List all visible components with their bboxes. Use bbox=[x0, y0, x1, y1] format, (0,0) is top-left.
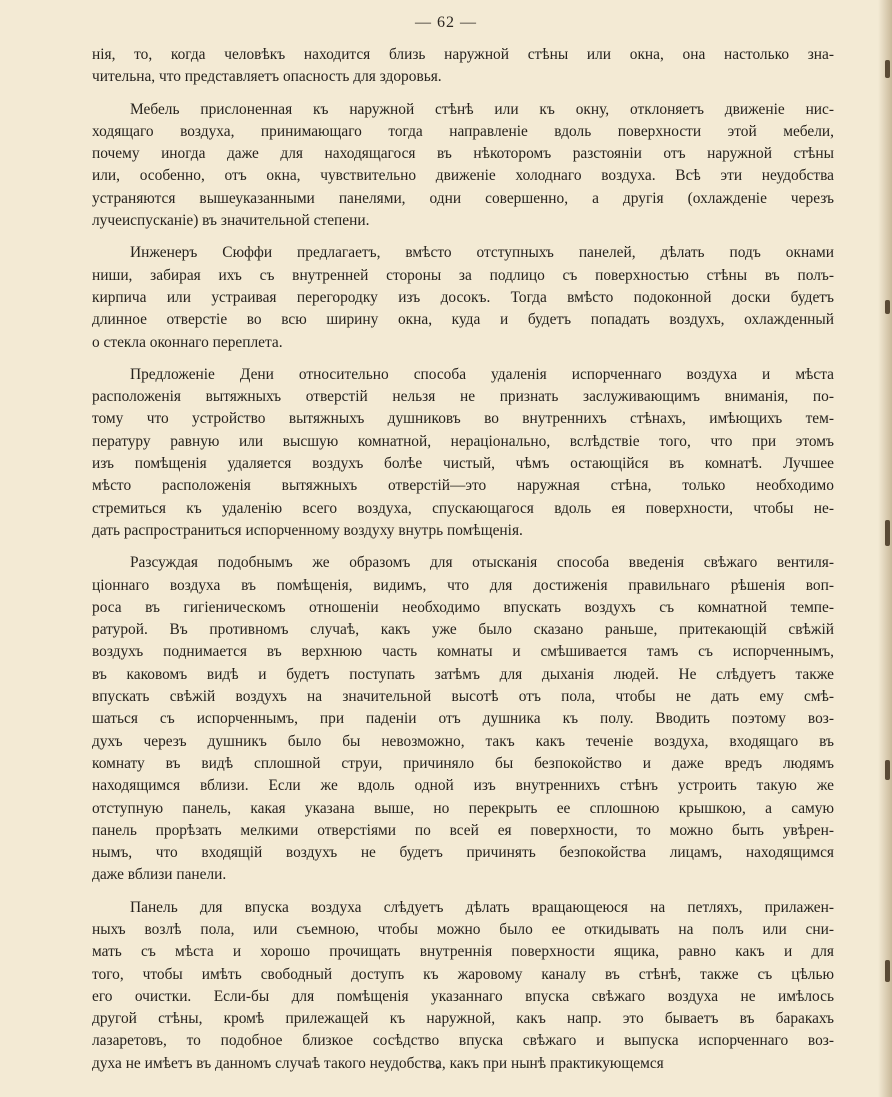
text-line: ціоннаго воздуха въ помѣщенія, видимъ, что для достиженія правильнаго рѣшенія воп- bbox=[92, 576, 834, 594]
body-text bbox=[92, 44, 834, 1075]
text-line: панель прорѣзать мелкими отверстіями по всей ея поверхности, то можно быть увѣрен- bbox=[92, 821, 834, 839]
text-line: или, особенно, отъ окна, чувствительно движеніе холоднаго воздуха. Всѣ эти неудобства bbox=[92, 167, 834, 185]
text-line: ниши, забирая ихъ съ внутренней стороны за подлицо съ поверхностью стѣны въ полъ- bbox=[92, 266, 834, 284]
text-line: мать съ мѣста и хорошо прочищать внутреннія поверхности ящика, равно какъ и для bbox=[92, 943, 834, 961]
text-line: лучеиспусканіе) въ значительной степени. bbox=[92, 212, 370, 230]
text-line: духа не имѣетъ въ данномъ случаѣ такого неудобства, какъ при нынѣ практикующемся bbox=[92, 1054, 664, 1072]
text-line: даже вблизи панели. bbox=[92, 866, 227, 884]
edge-mark bbox=[885, 60, 890, 78]
page-edge-shadow bbox=[878, 0, 892, 1097]
text-line: длинное отверстіе во всю ширину окна, куда и будетъ попадать воздухъ, охлажденный bbox=[92, 311, 834, 329]
text-line: о стекла оконнаго переплета. bbox=[92, 333, 283, 351]
text-line: дать распространиться испорченному воздуху внутрь помѣщенія. bbox=[92, 521, 523, 539]
paragraph bbox=[92, 364, 834, 542]
text-line: тому что устройство вытяжныхъ душниковъ во внутреннихъ стѣнахъ, имѣющихъ тем- bbox=[92, 410, 834, 428]
text-line: въ каковомъ видѣ и будетъ поступать затѣмъ для дыханія людей. Не слѣдуетъ также bbox=[92, 665, 834, 683]
text-line: комнату въ видѣ сплошной струи, причиняло бы безпокойство и даже вредъ людямъ bbox=[92, 754, 834, 772]
text-line: того, чтобы имѣть свободный доступъ къ жаровому каналу въ стѣнѣ, также съ цѣлью bbox=[92, 965, 834, 983]
text-line: почему иногда даже для находящагося въ нѣкоторомъ разстояніи отъ наружной стѣны bbox=[92, 145, 834, 163]
text-line: другой стѣны, кромѣ прилежащей къ наружной, какъ напр. это бываетъ въ баракахъ bbox=[92, 1010, 834, 1028]
text-line: роса въ гигіеническомъ отношеніи необходимо впускать воздухъ съ комнатной темпе- bbox=[92, 598, 834, 616]
text-line: воздухъ поднимается въ верхнюю часть комнаты и смѣшивается тамъ съ испорченнымъ, bbox=[92, 643, 834, 661]
text-line: Инженеръ Сюффи предлагаетъ, вмѣсто отступныхъ панелей, дѣлать подъ окнами bbox=[130, 244, 834, 262]
paragraph bbox=[92, 242, 834, 353]
paragraph bbox=[92, 99, 834, 233]
text-line: ратурой. Въ противномъ случаѣ, какъ уже было сказано раньше, притекающій свѣжій bbox=[92, 621, 834, 639]
text-line: духъ черезъ душникъ было бы невозможно, такъ какъ теченіе воздуха, входящаго въ bbox=[92, 732, 834, 750]
text-line: впускать свѣжій воздухъ на значительной высотѣ отъ пола, чтобы не дать ему смѣ- bbox=[92, 688, 834, 706]
paragraph bbox=[92, 552, 834, 886]
text-line: изъ помѣщенія удаляется воздухъ болѣе чистый, чѣмъ остающійся въ комнатѣ. Лучшее bbox=[92, 455, 834, 473]
edge-mark bbox=[885, 960, 890, 982]
edge-mark bbox=[885, 760, 890, 780]
text-line: Предложеніе Дени относительно способа удаленія испорченнаго воздуха и мѣста bbox=[130, 365, 834, 383]
text-line: лазаретовъ, то подобное близкое сосѣдство впуска свѣжаго и выпуска испорченнаго воз- bbox=[92, 1032, 834, 1050]
edge-mark bbox=[885, 520, 890, 546]
text-line: кирпича или устраивая перегородку изъ досокъ. Тогда вмѣсто подоконной доски будетъ bbox=[92, 288, 834, 306]
text-line: пературу равную или высшую комнатной, нераціонально, вслѣдствіе того, что при этомъ bbox=[92, 432, 834, 450]
page-number: — 62 — bbox=[415, 14, 477, 31]
text-line: стремиться къ удаленію всего воздуха, спускающагося вдоль ея поверхности, чтобы не- bbox=[92, 499, 834, 517]
text-line: Мебель прислоненная къ наружной стѣнѣ или къ окну, отклоняетъ движеніе нис- bbox=[130, 100, 834, 118]
text-line: отступную панель, какая указана выше, но перекрыть ее сплошною крышкою, а самую bbox=[92, 799, 834, 817]
text-line: Панель для впуска воздуха слѣдуетъ дѣлать вращающеюся на петляхъ, прилажен- bbox=[130, 898, 834, 916]
text-line: ныхъ возлѣ пола, или съемною, чтобы можно было ее откидывать на полъ или сни- bbox=[92, 920, 834, 938]
text-line: находящимся вблизи. Если же вдоль одной изъ внутреннихъ стѣнъ устроить такую же bbox=[92, 777, 834, 795]
paragraph bbox=[92, 44, 834, 89]
text-line: его очистки. Если-бы для помѣщенія указаннаго впуска свѣжаго воздуха не имѣлось bbox=[92, 987, 834, 1005]
edge-mark bbox=[885, 300, 890, 314]
text-line: ходящаго воздуха, принимающаго тогда направленіе вдоль поверхности этой мебели, bbox=[92, 122, 834, 140]
text-line: Разсуждая подобнымъ же образомъ для отысканія способа введенія свѣжаго вентиля- bbox=[130, 554, 834, 572]
text-line: нымъ, что входящій воздухъ не будетъ причинять безпокойства лицамъ, находящимся bbox=[92, 844, 834, 862]
text-line: устраняются вышеуказанными панелями, одни совершенно, а другія (охлажденіе черезъ bbox=[92, 189, 834, 207]
text-line: чительна, что представляетъ опасность для здоровья. bbox=[92, 68, 442, 86]
text-line: мѣсто расположенія вытяжныхъ отверстій—это наружная стѣна, только необходимо bbox=[92, 477, 834, 495]
paragraph bbox=[92, 897, 834, 1075]
text-line: нія, то, когда человѣкъ находится близь наружной стѣны или окна, она настолько зна- bbox=[92, 46, 834, 63]
text-line: расположенія вытяжныхъ отверстій нельзя не признать заслуживающимъ вниманія, по- bbox=[92, 388, 834, 406]
text-line: шаться съ испорченнымъ, при паденіи отъ душника къ полу. Вводить поэтому воз- bbox=[92, 710, 834, 728]
